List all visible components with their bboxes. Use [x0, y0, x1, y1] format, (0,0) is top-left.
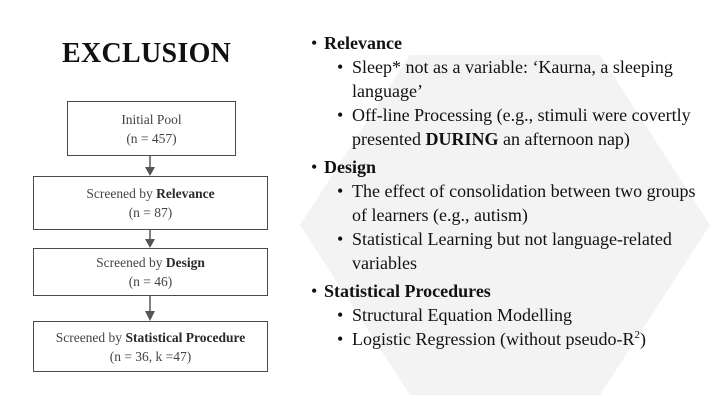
- list-item: [337, 55, 711, 103]
- flow-box-label: Screened by: [86, 186, 157, 201]
- bullet-icon: •: [311, 33, 318, 53]
- list-item: [337, 103, 711, 151]
- list-item-text: Statistical Learning but not language-related variables: [352, 229, 672, 273]
- flow-box-relevance: [33, 176, 268, 230]
- flow-box-initial-pool: [67, 101, 236, 156]
- arrow-down-icon: [144, 230, 156, 248]
- bullet-icon: •: [337, 181, 344, 201]
- list-item-text: Structural Equation Modelling: [352, 305, 572, 325]
- bullet-icon: •: [311, 157, 318, 177]
- section-heading-design: [311, 155, 711, 179]
- flow-box-label-bold: Statistical Procedure: [125, 329, 246, 345]
- flow-box-label: Screened by: [55, 329, 126, 345]
- bullet-icon: •: [311, 281, 318, 301]
- arrow-down-icon: [144, 296, 156, 321]
- page-title: EXCLUSION: [62, 38, 232, 69]
- flow-box-count: (n = 36, k =47): [109, 348, 192, 364]
- section-heading: Statistical Procedures: [324, 281, 491, 301]
- flow-box-count: (n = 87): [128, 205, 173, 220]
- list-item-emphasis: DURING: [425, 129, 499, 149]
- list-item-text-part: Off-line Processing (e.g., stimuli were covertly presented: [352, 105, 691, 149]
- section-heading-statistical-procedures: [311, 279, 711, 303]
- flow-box-label: Screened by: [96, 255, 166, 270]
- list-item-text: The effect of consolidation between two groups of learners (e.g., autism): [352, 181, 696, 225]
- section-heading-relevance: [311, 31, 711, 55]
- list-item-text-part: Logistic Regression (without pseudo-R: [352, 329, 635, 349]
- bullet-icon: •: [337, 105, 344, 125]
- bullet-icon: •: [337, 57, 344, 77]
- arrow-down-icon: [144, 156, 156, 176]
- section-heading: Relevance: [324, 33, 402, 53]
- bullet-icon: •: [337, 305, 344, 325]
- list-item-text: [352, 327, 711, 351]
- list-item-text-part: ): [639, 329, 646, 349]
- list-item-text: Sleep* not as a variable: ‘Kaurna, a sleeping language’: [352, 57, 673, 101]
- list-item: [337, 303, 711, 327]
- list-item-text: [352, 103, 711, 151]
- flow-box-count: (n = 457): [126, 130, 177, 146]
- flow-box-label-bold: Design: [165, 255, 205, 270]
- list-item: [337, 179, 711, 227]
- flow-box-label: Initial Pool: [121, 111, 182, 127]
- flow-box-design: [33, 248, 268, 296]
- criteria-list: [311, 31, 711, 351]
- list-item: [337, 327, 711, 351]
- bullet-icon: •: [337, 229, 344, 249]
- section-heading: Design: [324, 157, 377, 177]
- flow-box-statistical-procedure: [33, 321, 268, 372]
- list-item-text-part: an afternoon nap): [498, 129, 630, 149]
- flow-box-label-bold: Relevance: [156, 186, 215, 201]
- list-item: [337, 227, 711, 275]
- bullet-icon: •: [337, 329, 344, 349]
- flow-box-count: (n = 46): [128, 274, 173, 289]
- superscript: 2: [634, 329, 640, 341]
